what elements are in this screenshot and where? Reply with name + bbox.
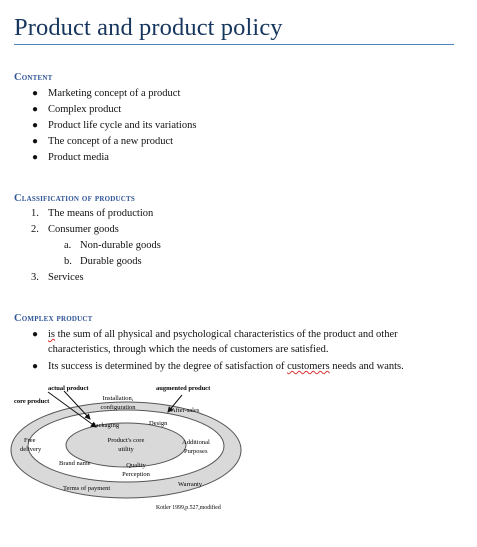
spellcheck-word[interactable]: customers <box>287 361 330 372</box>
sublist-letter: b. <box>64 256 72 267</box>
classification-subitem: Durable goods <box>80 256 142 267</box>
label-terms-of-payment: Terms of payment <box>63 485 111 492</box>
label-installation: Installation, <box>102 395 134 402</box>
product-levels-diagram <box>8 378 248 516</box>
complex-bullet-1-line2: characteristics, through which the needs of customers are satisfied. <box>48 344 329 355</box>
content-item: Complex product <box>48 104 122 115</box>
list-number: 3. <box>31 272 39 283</box>
content-item: Marketing concept of a product <box>48 88 181 99</box>
list-number: 1. <box>31 208 39 219</box>
title-underline <box>14 44 454 45</box>
page-title: Product and product policy <box>14 14 283 41</box>
label-free: Free <box>24 437 36 444</box>
classification-item: Services <box>48 272 84 283</box>
content-item: Product life cycle and its variations <box>48 120 197 131</box>
classification-item: Consumer goods <box>48 224 119 235</box>
bullet-icon: ● <box>32 329 39 340</box>
complex-bullet-2-post: needs and wants. <box>329 361 404 372</box>
label-brand-name: Brand name <box>59 460 91 467</box>
complex-bullet-1-text: the sum of all physical and psychological characteristics of the product and other <box>55 329 398 340</box>
label-configuration: configuration <box>100 404 136 411</box>
label-actual-product: actual product <box>48 385 89 392</box>
label-core-utility-2: utility <box>118 446 134 453</box>
label-design: Design <box>149 420 168 427</box>
complex-product-heading: Complex product <box>14 313 93 324</box>
spellcheck-word[interactable]: is <box>48 329 56 340</box>
label-packaging: Packaging <box>92 422 120 429</box>
list-number: 2. <box>31 224 39 235</box>
complex-bullet-2-pre: Its success is determined by the degree of satisfaction of <box>48 361 288 372</box>
label-after-sales: After-sales <box>171 407 200 414</box>
label-core-utility-1: Product's core <box>107 437 145 444</box>
content-item: The concept of a new product <box>48 136 174 147</box>
bullet-icon: ● <box>32 120 39 131</box>
label-delivery: delivery <box>20 446 42 453</box>
bullet-icon: ● <box>32 88 39 99</box>
classification-heading: Classification of products <box>14 193 135 204</box>
label-warranty: Warranty <box>178 481 203 488</box>
label-additional: Additional <box>182 439 210 446</box>
content-item: Product media <box>48 152 109 163</box>
sublist-letter: a. <box>64 240 72 251</box>
label-quality: Quality <box>126 462 146 469</box>
complex-bullet-2 <box>48 361 404 372</box>
classification-item: The means of production <box>48 208 154 219</box>
classification-subitem: Non-durable goods <box>80 240 161 251</box>
diagram-source: Kotler 1999,p.527,modified <box>156 505 221 511</box>
label-core-product: core product <box>14 398 50 405</box>
label-augmented-product: augmented product <box>156 385 211 392</box>
content-heading: Content <box>14 72 53 83</box>
bullet-icon: ● <box>32 104 39 115</box>
complex-bullet-1 <box>48 329 398 340</box>
label-perception: Perception <box>122 471 150 478</box>
label-purposes: Purposes <box>184 448 208 455</box>
bullet-icon: ● <box>32 136 39 147</box>
bullet-icon: ● <box>32 361 39 372</box>
bullet-icon: ● <box>32 152 39 163</box>
